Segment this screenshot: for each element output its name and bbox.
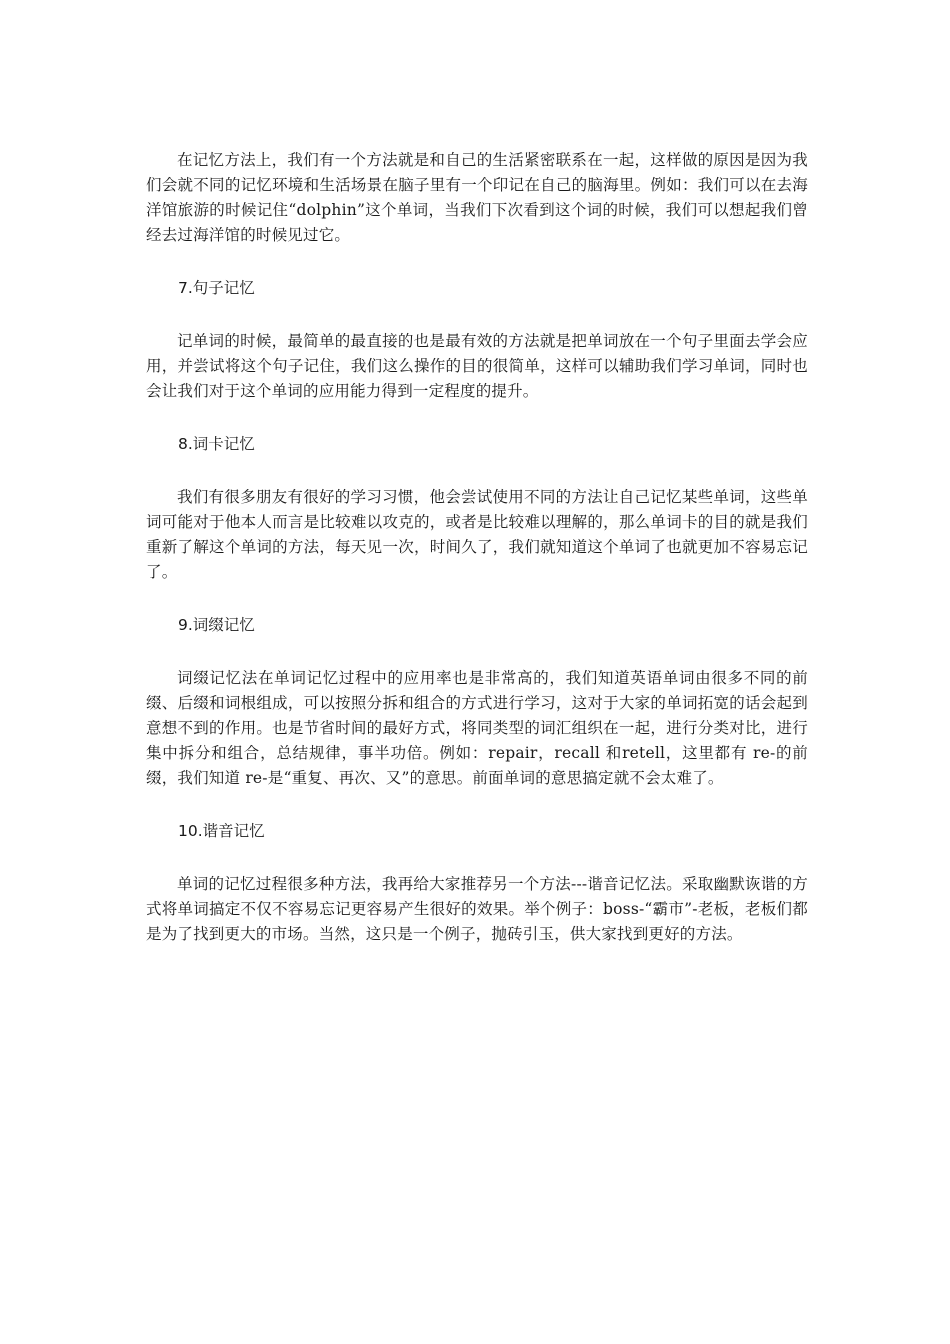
- section-paragraph-affix-memory: 词缀记忆法在单词记忆过程中的应用率也是非常高的，我们知道英语单词由很多不同的前缀、后缀和词根组成，可以按照分拆和组合的方式进行学习，这对于大家的单词拓宽的话会起到意想不到的作用。也是节省时间的最好方式，将同类型的词汇组织在一起，进行分类对比，进行集中拆分和组合，总结规律，事半功倍。例如：repair，recall 和retell，这里都有 re-的前缀，我们知道 re-是“重复、再次、又”的意思。前面单词的意思搞定就不会太难了。: [146, 669, 808, 787]
- intro-paragraph: 在记忆方法上，我们有一个方法就是和自己的生活紧密联系在一起，这样做的原因是因为我们会就不同的记忆环境和生活场景在脑子里有一个印记在自己的脑海里。例如：我们可以在去海洋馆旅游的时候记住“dolphin”这个单词，当我们下次看到这个词的时候，我们可以想起我们曾经去过海洋馆的时候见过它。: [146, 151, 808, 244]
- document-page: [146, 148, 808, 947]
- section-paragraph-sentence-memory: 记单词的时候，最简单的最直接的也是最有效的方法就是把单词放在一个句子里面去学会应用，并尝试将这个句子记住，我们这么操作的目的很简单，这样可以辅助我们学习单词，同时也会让我们对于这个单词的应用能力得到一定程度的提升。: [146, 332, 808, 400]
- section-heading-word-card-memory: 8.词卡记忆: [178, 435, 255, 453]
- section-heading-affix-memory: 9.词缀记忆: [178, 616, 255, 634]
- section-paragraph-word-card-memory: 我们有很多朋友有很好的学习习惯，他会尝试使用不同的方法让自己记忆某些单词，这些单词可能对于他本人而言是比较难以攻克的，或者是比较难以理解的，那么单词卡的目的就是我们重新了解这个单词的方法，每天见一次，时间久了，我们就知道这个单词了也就更加不容易忘记了。: [146, 488, 808, 581]
- section-heading-homophone-memory: 10.谐音记忆: [178, 822, 265, 840]
- section-paragraph-homophone-memory: 单词的记忆过程很多种方法，我再给大家推荐另一个方法---谐音记忆法。采取幽默诙谐的方式将单词搞定不仅不容易忘记更容易产生很好的效果。举个例子：boss-“霸市”-老板，老板们都是为了找到更大的市场。当然，这只是一个例子，抛砖引玉，供大家找到更好的方法。: [146, 875, 808, 943]
- section-heading-sentence-memory: 7.句子记忆: [178, 279, 255, 297]
